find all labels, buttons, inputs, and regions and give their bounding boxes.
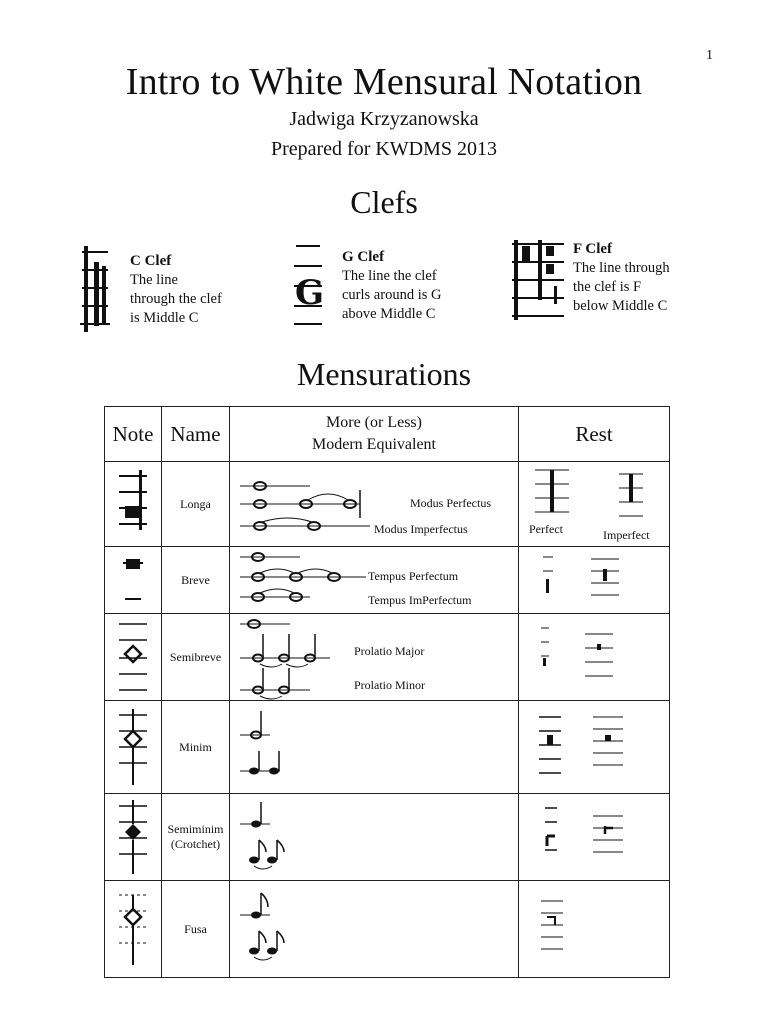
mensurations-heading: Mensurations: [296, 356, 472, 392]
g-clef-name: G Clef: [342, 249, 385, 265]
table-row: [105, 701, 670, 794]
longa-note-icon: [105, 462, 161, 546]
label-modus-perfectus: Modus Perfectus: [410, 496, 491, 510]
name-fusa: Fusa: [162, 881, 230, 978]
table-row: [105, 881, 670, 978]
f-clef-desc-3: below Middle C: [573, 298, 668, 314]
f-clef-name: F Clef: [573, 241, 613, 257]
name-semibreve: Semibreve: [162, 614, 230, 701]
c-clef-desc-3: is Middle C: [130, 310, 199, 326]
mensurations-table: [104, 406, 670, 978]
f-clef-desc-1: The line through: [573, 260, 670, 276]
label-prolatio-minor: Prolatio Minor: [354, 678, 425, 692]
name-breve: Breve: [162, 547, 230, 614]
label-modus-imperfectus: Modus Imperfectus: [374, 522, 468, 536]
breve-note-icon: [105, 547, 161, 613]
table-row: [105, 462, 670, 547]
semibreve-note-icon: [105, 614, 161, 700]
table-row: [105, 794, 670, 881]
minim-note-icon: [105, 701, 161, 793]
name-semiminim-1: Semiminim: [167, 822, 224, 836]
breve-rest-icon: [519, 547, 669, 613]
name-semiminim: [162, 794, 230, 881]
label-prolatio-major: Prolatio Major: [354, 644, 425, 658]
fusa-note-icon: [105, 881, 161, 977]
c-clef-icon: [78, 244, 114, 334]
author: Jadwiga Krzyzanowska: [289, 108, 479, 130]
col-modern: [230, 407, 519, 462]
f-clef-icon: [508, 236, 568, 326]
clefs-heading: Clefs: [350, 184, 418, 220]
g-clef-desc-2: curls around is G: [342, 287, 442, 303]
c-clef-desc-1: The line: [130, 272, 178, 288]
col-note: Note: [105, 407, 162, 462]
g-clef-desc-3: above Middle C: [342, 306, 436, 322]
col-modern-line2: Modern Equivalent: [312, 436, 436, 453]
f-clef-desc-2: the clef is F: [573, 279, 642, 295]
c-clef-name: C Clef: [130, 253, 172, 269]
col-rest: Rest: [519, 407, 670, 462]
prepared-for: Prepared for KWDMS 2013: [270, 138, 498, 160]
f-clef-block: [508, 236, 698, 326]
label-tempus-perfectum: Tempus Perfectum: [368, 569, 459, 583]
label-imperfect: Imperfect: [603, 528, 650, 542]
g-clef-desc-1: The line the clef: [342, 268, 437, 284]
semibreve-rest-icon: [519, 614, 669, 700]
fusa-modern-icon: [230, 881, 518, 977]
name-minim: Minim: [162, 701, 230, 794]
table-row: [105, 547, 670, 614]
col-modern-line1: More (or Less): [326, 414, 422, 431]
g-clef-block: [290, 240, 470, 330]
name-longa: Longa: [162, 462, 230, 547]
name-semiminim-2: (Crotchet): [170, 837, 221, 851]
label-perfect: Perfect: [529, 522, 563, 536]
semiminim-modern-icon: [230, 794, 518, 880]
g-clef-icon: [290, 240, 326, 330]
col-name: Name: [162, 407, 230, 462]
label-tempus-imperfectum: Tempus ImPerfectum: [368, 593, 472, 607]
page-title: Intro to White Mensural Notation: [125, 61, 643, 103]
svg-text:G: G: [295, 273, 325, 313]
c-clef-block: [78, 244, 258, 334]
semiminim-rest-icon: [519, 794, 669, 880]
minim-rest-icon: [519, 701, 669, 793]
page-number: 1: [706, 48, 713, 63]
semiminim-note-icon: [105, 794, 161, 880]
c-clef-desc-2: through the clef: [130, 291, 222, 307]
table-row: [105, 614, 670, 701]
fusa-rest-icon: [519, 881, 669, 977]
minim-modern-icon: [230, 701, 518, 793]
